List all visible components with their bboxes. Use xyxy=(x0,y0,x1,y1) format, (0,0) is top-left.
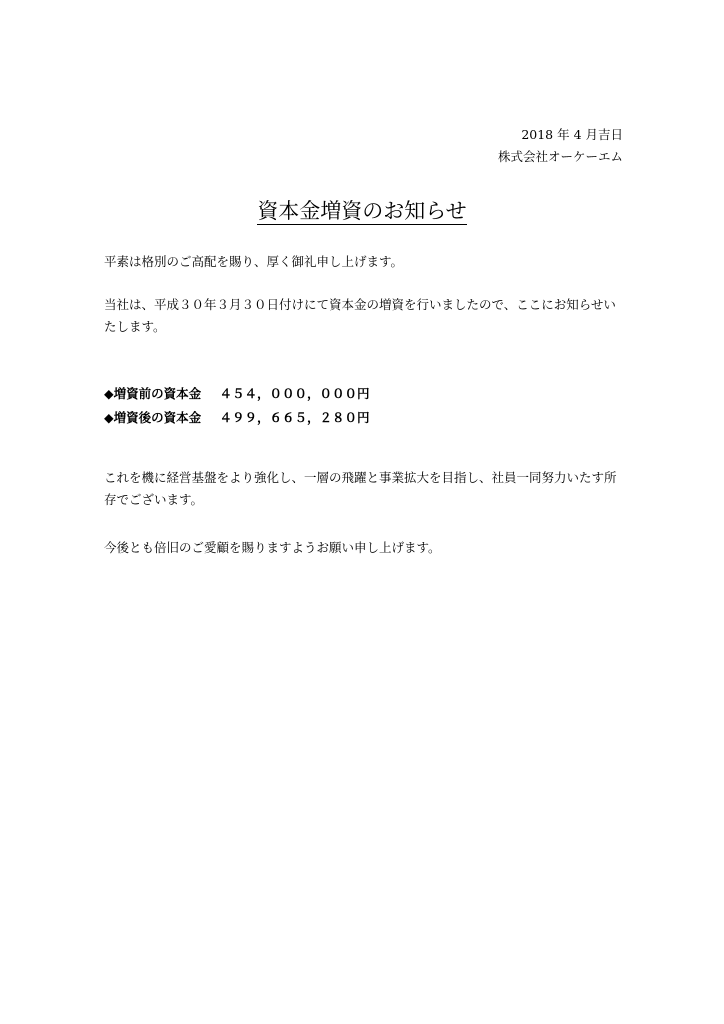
capital-before-label: ◆増資前の資本金 xyxy=(104,386,202,401)
header-block xyxy=(498,124,623,168)
capital-after-label: ◆増資後の資本金 xyxy=(104,410,202,425)
announcement-paragraph: 当社は、平成３０年３月３０日付けにて資本金の増資を行いましたので、ここにお知らせいたします。 xyxy=(104,297,616,334)
document-title: 資本金増資のお知らせ xyxy=(257,199,467,223)
closing-paragraph: これを機に経営基盤をより強化し、一層の飛躍と事業拡大を目指し、社員一同努力いたす所存でございます。 xyxy=(104,470,617,507)
company-name: 株式会社オーケーエム xyxy=(497,149,623,164)
capital-before-amount: ４５４，０００，０００円 xyxy=(219,386,370,401)
greeting-paragraph: 平素は格別のご高配を賜り、厚く御礼申し上げます。 xyxy=(104,254,404,269)
capital-before-row xyxy=(104,382,370,406)
request-paragraph: 今後とも倍旧のご愛顧を賜りますようお願い申し上げます。 xyxy=(104,540,441,555)
document-title-block xyxy=(0,196,724,226)
issue-date: 2018 年 4 月吉日 xyxy=(521,127,623,142)
capital-after-row xyxy=(104,406,370,430)
capital-after-amount: ４９９，６６５，２８０円 xyxy=(219,410,370,425)
capital-summary xyxy=(104,382,370,430)
